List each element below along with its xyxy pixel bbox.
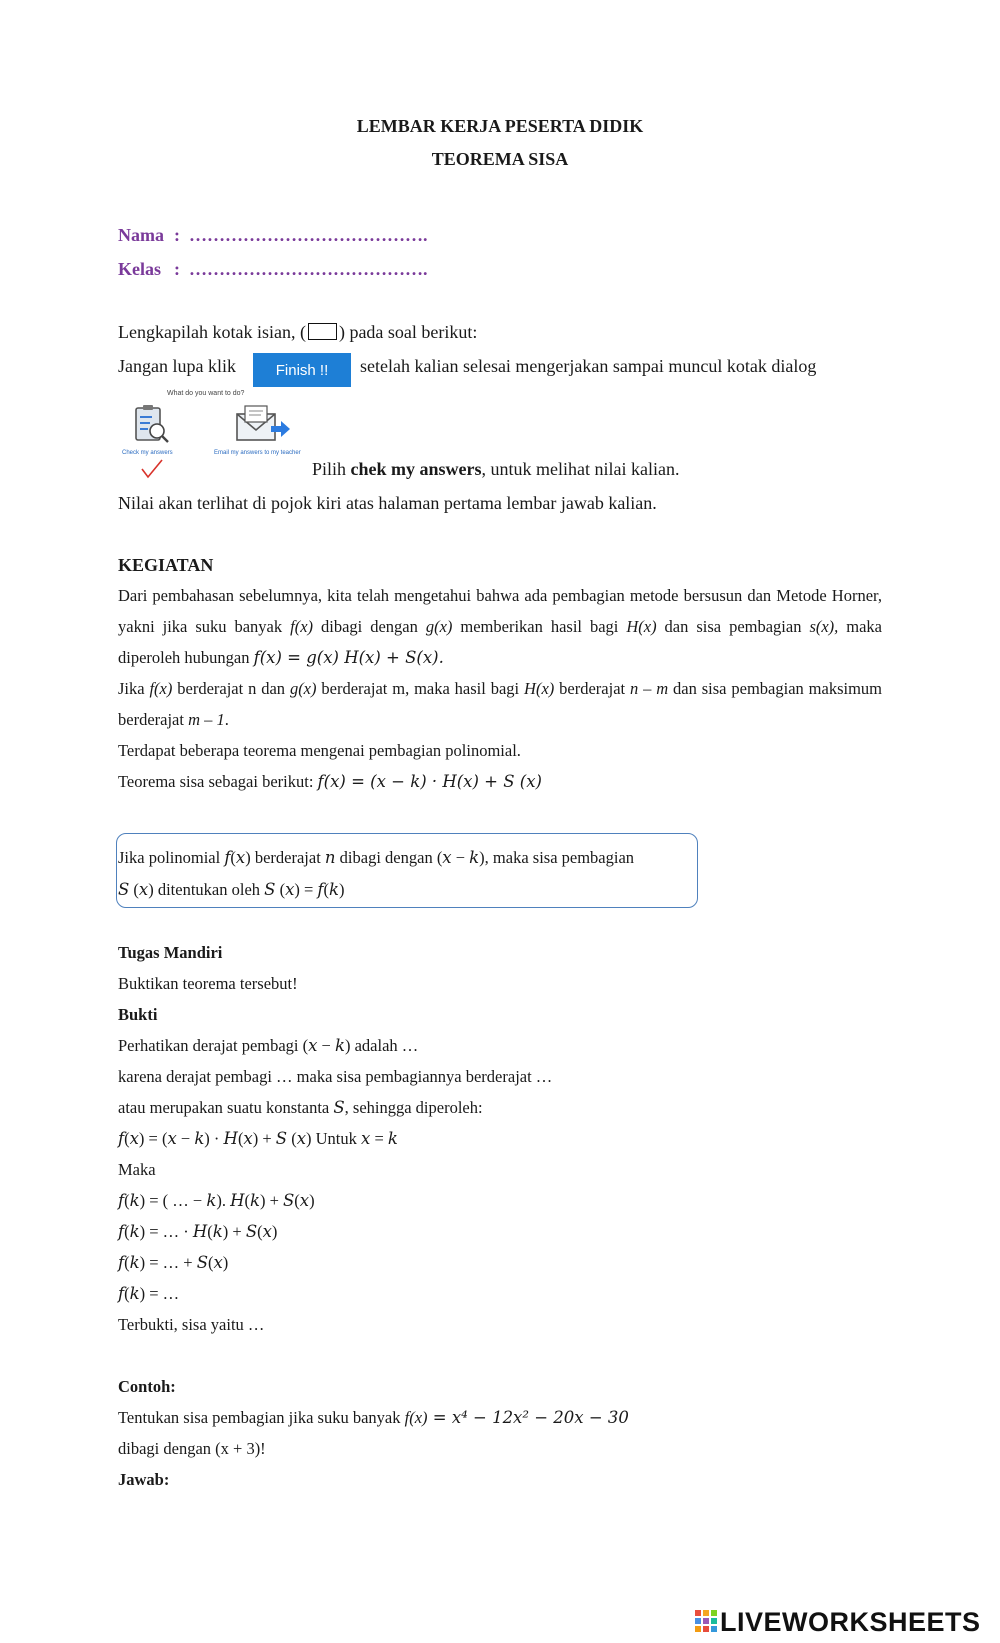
proof-line: 𝑓(𝑘) = … + 𝑆(𝑥) [118,1253,229,1272]
check-answers-caption: Check my answers [122,450,173,456]
text: dibagi dengan [313,617,426,636]
liveworksheets-logo-icon [695,1610,717,1634]
hx: H(x) [524,679,555,698]
fx: f(x) [149,679,173,698]
text: berderajat n dan [172,679,290,698]
proof-line: Maka [118,1160,156,1179]
text: maka diperoleh hubungan [118,617,883,667]
proof-line: atau merupakan suatu konstanta 𝑆, sehingga diperoleh: [118,1098,483,1117]
kegiatan-heading: KEGIATAN [118,555,214,575]
proof-line: 𝑓(𝑘) = … · 𝐻(𝑘) + 𝑆(𝑥) [118,1222,278,1241]
page-title: LEMBAR KERJA PESERTA DIDIK [356,116,644,136]
instruction-line-1 [118,322,477,343]
nama-colon: : [174,225,180,245]
pilih-text: Pilih [312,459,351,479]
nama-field[interactable]: …………………………………. [189,225,428,245]
text: Teorema sisa sebagai berikut: [118,772,318,791]
equation: f(x) = (x − k) · H(x) + S (x) [317,772,542,791]
text: berderajat m, maka hasil bagi [316,679,525,698]
fx: f(x) [404,1408,428,1427]
checkmark-icon [140,458,164,480]
instruction-text: Lengkapilah kotak isian, ( [118,322,306,342]
bukti-heading: Bukti [118,1005,158,1024]
contoh-line-1 [118,1408,629,1428]
tugas-heading: Tugas Mandiri [118,943,223,962]
theorem-line-2: 𝑆 (𝑥) ditentukan oleh 𝑆 (𝑥) = 𝑓(𝑘) [118,880,345,899]
kegiatan-paragraph-2 [118,673,882,735]
gx: g(x) [425,617,453,636]
m-minus-1: m – 1 [188,710,225,729]
jawab-heading: Jawab: [118,1470,170,1489]
proof-line: 𝑓(𝑘) = ( … − 𝑘). 𝐻(𝑘) + 𝑆(𝑥) [118,1191,315,1210]
proof-line: Perhatikan derajat pembagi (𝑥 − 𝑘) adalah … [118,1036,419,1055]
email-answers-caption: Email my answers to my teacher [214,450,301,456]
email-answers-icon [233,402,293,448]
liveworksheets-logo [695,1607,981,1638]
hx: H(x) [626,617,657,636]
text: . [224,710,229,729]
equation: f(x) = g(x) H(x) + S(x). [253,648,444,667]
proof-line: 𝑓(𝑥) = (𝑥 − 𝑘) · 𝐻(𝑥) + 𝑆 (𝑥) Untuk 𝑥 = 𝑘 [118,1129,398,1148]
fx: f(x) [290,617,314,636]
theorem-line-1: Jika polinomial 𝑓(𝑥) berderajat 𝑛 dibagi dengan (𝑥 − 𝑘), maka sisa pembagian [118,848,635,867]
page-subtitle: TEOREMA SISA [431,149,569,169]
nilai-line: Nilai akan terlihat di pojok kiri atas halaman pertama lembar jawab kalian. [118,493,657,513]
text: Tentukan sisa pembagian jika suku banyak [118,1408,405,1427]
text: dan sisa pembagian [656,617,810,636]
finish-button[interactable]: Finish !! [253,353,351,387]
equation: = 𝑥⁴ − 12𝑥² − 20𝑥 − 30 [427,1408,629,1427]
dialog-title: What do you want to do? [167,390,245,397]
logo-text: LIVEWORKSHEETS [720,1607,981,1637]
kegiatan-paragraph-1 [118,580,882,673]
nama-label: Nama [118,225,164,245]
contoh-heading: Contoh: [118,1377,176,1396]
pilih-text-end: , untuk melihat nilai kalian. [481,459,680,479]
answer-box-example [308,323,337,340]
proof-line: Terbukti, sisa yaitu … [118,1315,265,1334]
sx: s(x), [809,617,839,636]
proof-line: 𝑓(𝑘) = … [118,1284,180,1303]
text: memberikan hasil bagi [452,617,627,636]
kegiatan-paragraph-3: Terdapat beberapa teorema mengenai pembagian polinomial. [118,741,521,760]
proof-line: karena derajat pembagi … maka sisa pembagiannya berderajat … [118,1067,553,1086]
kegiatan-paragraph-4 [118,772,542,792]
pilih-bold: chek my answers [350,459,482,479]
instruction-line-2-start: Jangan lupa klik [118,356,236,376]
n-minus-m: n – m [629,679,669,698]
instruction-text: ) pada soal berikut: [338,322,478,342]
kelas-field[interactable]: …………………………………. [189,259,428,279]
instruction-line-2-end: setelah kalian selesai mengerjakan sampai muncul kotak dialog [360,356,817,376]
kelas-label: Kelas [118,259,161,279]
tugas-instruction: Buktikan teorema tersebut! [118,974,298,993]
text: dan sisa pembagian maksimum berderajat [118,679,882,729]
contoh-line-2: dibagi dengan (x + 3)! [118,1439,266,1458]
text: berderajat [554,679,630,698]
kelas-colon: : [174,259,180,279]
gx: g(x) [289,679,317,698]
text: Dari pembahasan sebelumnya, kita telah mengetahui bahwa ada pembagian metode bersusun dan Metode Horner, yakni jika suku banyak [118,586,882,636]
pilih-line [312,459,679,480]
text: Jika [118,679,150,698]
